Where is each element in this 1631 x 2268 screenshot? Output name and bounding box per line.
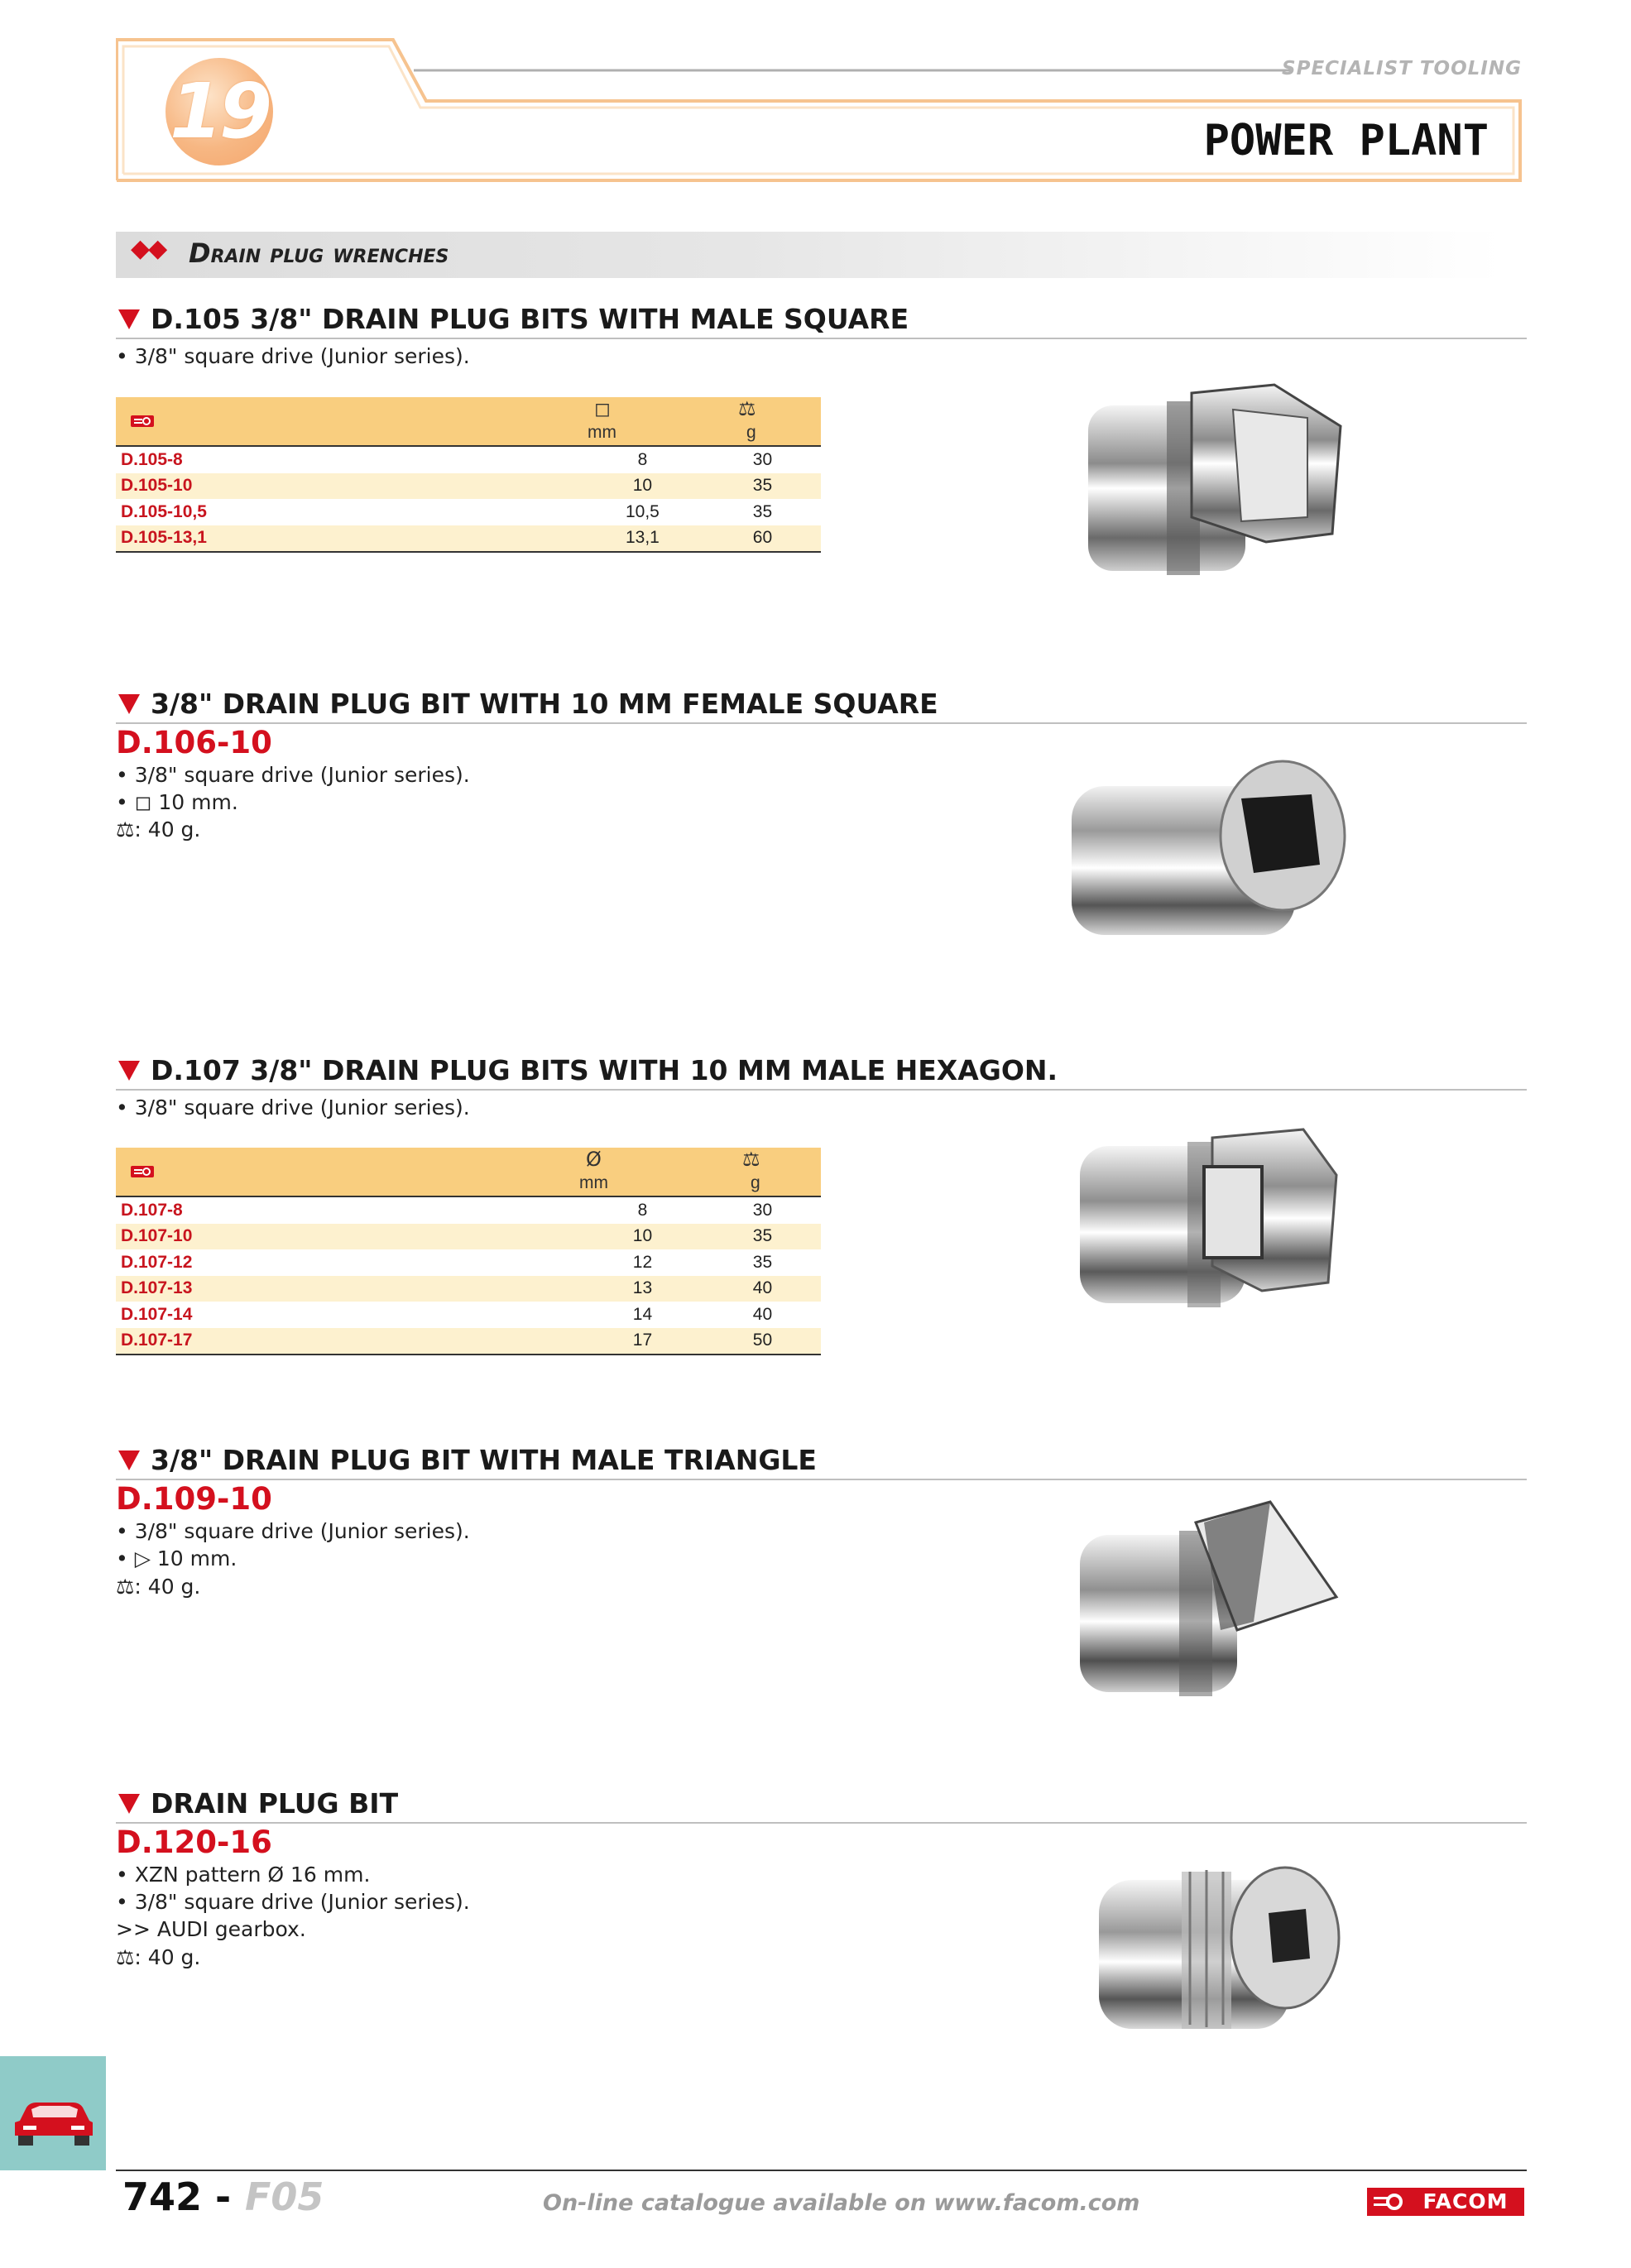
product-bullet: • ◻ 10 mm. (116, 790, 238, 814)
ref-cell: D.107-13 (116, 1276, 581, 1302)
diamond-icon: ◆◆ (131, 234, 166, 263)
ref-cell: D.105-13,1 (116, 525, 581, 553)
weight-cell: 40 (752, 1304, 773, 1324)
weight-cell: 50 (704, 1328, 821, 1355)
size-cell: 13,1 (581, 525, 704, 553)
table-row (116, 525, 821, 553)
size-unit: mm (579, 1173, 608, 1192)
brand-name: FACOM (1422, 2189, 1509, 2213)
weight-cell: 60 (704, 525, 821, 553)
page-title: POWER PLANT (1203, 116, 1489, 165)
table-row (116, 1224, 821, 1250)
weight-cell: 30 (752, 449, 773, 469)
product-weight: ⚖: 40 g. (116, 818, 201, 842)
facom-logo-icon (131, 1166, 154, 1177)
side-tab (0, 2056, 106, 2170)
size-cell: 10 (581, 473, 704, 500)
heading-rule (116, 1089, 1527, 1091)
size-cell: 8 (637, 1200, 648, 1220)
ref-cell: D.105-10 (116, 473, 581, 500)
footer-rule (116, 2170, 1527, 2171)
product-note: >> AUDI gearbox. (116, 1917, 306, 1941)
heading-rule (116, 338, 1527, 339)
ref-cell: D.105-10,5 (121, 501, 207, 521)
table-row (116, 1328, 821, 1355)
product-table (116, 447, 821, 553)
category-label: SPECIALIST TOOLING (1282, 58, 1522, 79)
facom-logo-icon (131, 415, 154, 427)
ref-cell: D.105-8 (121, 449, 183, 469)
product-heading: D.105 3/8" DRAIN PLUG BITS WITH MALE SQUARE (151, 303, 909, 335)
triangle-marker-icon (118, 1794, 140, 1814)
heading-rule (116, 722, 1527, 724)
size-cell: 17 (581, 1328, 704, 1355)
product-bullet: • XZN pattern Ø 16 mm. (116, 1863, 371, 1887)
diameter-icon: Ø (586, 1148, 602, 1171)
product-reference: D.109-10 (116, 1481, 272, 1517)
product-bullet: • 3/8" square drive (Junior series). (116, 1890, 470, 1914)
table-header (116, 1148, 821, 1197)
triangle-marker-icon (118, 1450, 140, 1470)
weight-icon: ⚖ (738, 397, 756, 420)
triangle-marker-icon (118, 309, 140, 329)
product-bullet: • 3/8" square drive (Junior series). (116, 344, 470, 368)
weight-cell: 35 (704, 1224, 821, 1250)
product-bullet: • ▷ 10 mm. (116, 1546, 237, 1570)
product-heading: 3/8" DRAIN PLUG BIT WITH 10 MM FEMALE SQUARE (151, 688, 938, 720)
product-table (116, 1197, 821, 1355)
size-cell: 10,5 (625, 501, 660, 521)
triangle-marker-icon (118, 694, 140, 714)
weight-unit: g (746, 423, 756, 442)
online-catalogue-text: On-line catalogue available on www.facom.com (543, 2190, 1140, 2216)
table-header (116, 397, 821, 447)
product-reference: D.106-10 (116, 725, 272, 760)
ref-cell: D.107-10 (116, 1224, 581, 1250)
product-weight: ⚖: 40 g. (116, 1945, 201, 1969)
product-reference: D.120-16 (116, 1824, 272, 1860)
weight-cell: 35 (704, 473, 821, 500)
square-size-icon: ◻ (594, 397, 611, 420)
product-weight: ⚖: 40 g. (116, 1575, 201, 1599)
weight-icon: ⚖ (742, 1148, 760, 1171)
weight-cell: 35 (752, 1252, 773, 1272)
size-cell: 8 (637, 449, 648, 469)
section-title: Drain plug wrenches (189, 237, 449, 269)
car-icon (0, 2056, 106, 2170)
size-unit: mm (588, 423, 616, 442)
ref-cell: D.107-14 (121, 1304, 193, 1324)
chapter-number: 19 (169, 67, 270, 156)
weight-cell: 35 (752, 501, 773, 521)
facom-logo-icon (1367, 2188, 1407, 2216)
table-row (116, 473, 821, 500)
ref-cell: D.107-12 (121, 1252, 193, 1272)
heading-rule (116, 1479, 1527, 1480)
table-row (116, 499, 821, 525)
weight-unit: g (751, 1173, 760, 1192)
product-bullet: • 3/8" square drive (Junior series). (116, 763, 470, 787)
table-row (116, 1276, 821, 1302)
size-cell: 14 (632, 1304, 653, 1324)
triangle-marker-icon (118, 1061, 140, 1081)
product-bullet: • 3/8" square drive (Junior series). (116, 1519, 470, 1543)
table-row (116, 447, 821, 473)
table-row (116, 1197, 821, 1224)
size-cell: 10 (581, 1224, 704, 1250)
ref-cell: D.107-17 (116, 1328, 581, 1355)
size-cell: 13 (581, 1276, 704, 1302)
male-triangle-socket-bit-photo (1072, 1498, 1345, 1696)
table-row (116, 1302, 821, 1328)
male-square-socket-bit-photo (1067, 376, 1365, 600)
size-cell: 12 (632, 1252, 653, 1272)
male-hexagon-socket-bit-photo (1072, 1117, 1349, 1316)
page-code: F05 (245, 2174, 324, 2219)
female-square-socket-bit-photo (1063, 749, 1349, 956)
product-heading: DRAIN PLUG BIT (151, 1787, 399, 1820)
weight-cell: 40 (704, 1276, 821, 1302)
page-number: 742 - (122, 2174, 232, 2219)
product-heading: 3/8" DRAIN PLUG BIT WITH MALE TRIANGLE (151, 1444, 817, 1476)
heading-rule (116, 1822, 1527, 1824)
table-row (116, 1249, 821, 1276)
product-bullet: • 3/8" square drive (Junior series). (116, 1096, 470, 1120)
product-heading: D.107 3/8" DRAIN PLUG BITS WITH 10 MM MALE HEXAGON. (151, 1054, 1058, 1086)
ref-cell: D.107-8 (121, 1200, 183, 1220)
weight-cell: 30 (752, 1200, 773, 1220)
xzn-socket-bit-photo (1091, 1847, 1351, 2037)
